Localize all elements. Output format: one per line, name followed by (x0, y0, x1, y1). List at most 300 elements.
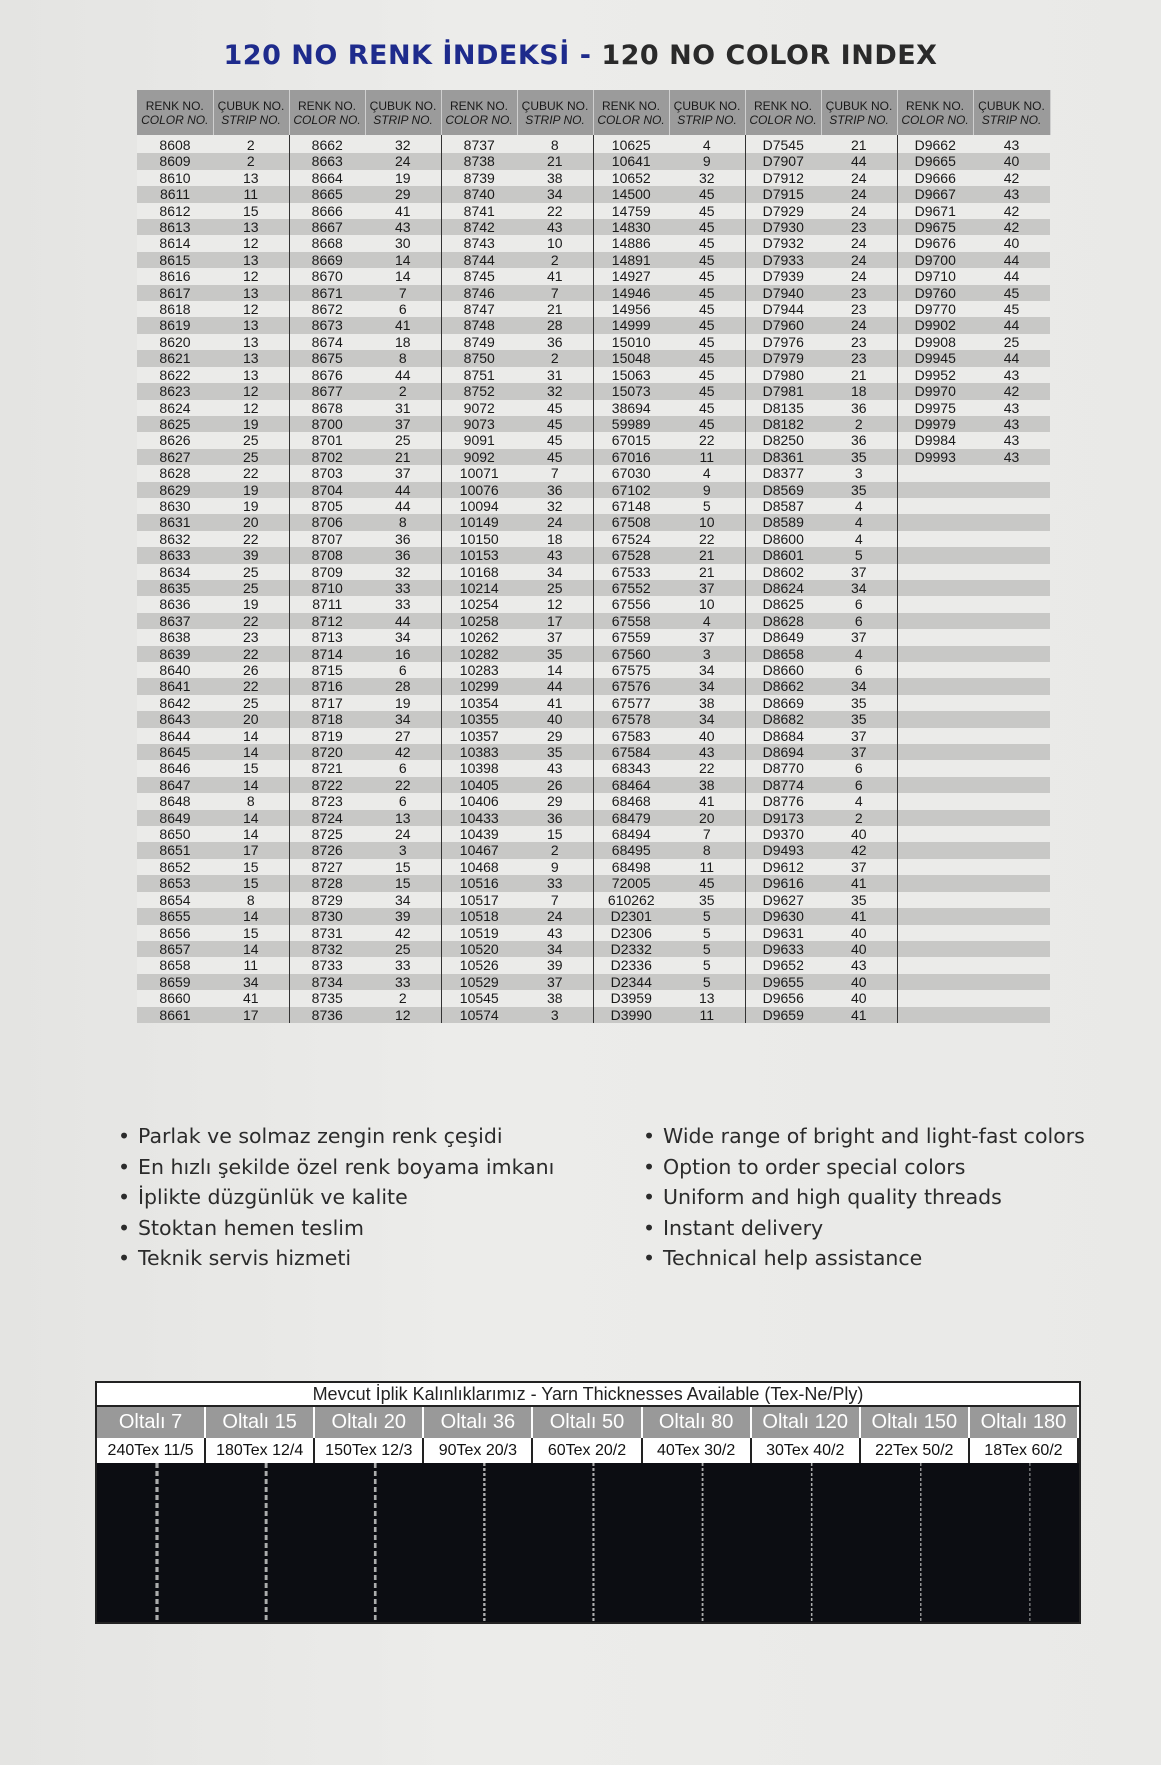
color-no-cell: 8623 (137, 383, 213, 399)
color-no-cell: 14927 (593, 268, 669, 284)
strip-no-cell (973, 892, 1050, 908)
strip-no-cell: 43 (517, 219, 593, 235)
strip-no-cell: 42 (973, 219, 1050, 235)
strip-no-cell (973, 875, 1050, 891)
feature-item-turkish: • Teknik servis hizmeti (118, 1246, 554, 1277)
color-no-cell (897, 859, 973, 875)
color-no-cell (897, 826, 973, 842)
color-no-cell: 8734 (289, 974, 365, 990)
strip-no-cell (973, 596, 1050, 612)
strip-no-cell: 36 (517, 810, 593, 826)
color-no-cell: 8664 (289, 170, 365, 186)
table-row (137, 449, 1050, 465)
color-no-cell (897, 941, 973, 957)
strip-no-cell: 45 (517, 432, 593, 448)
color-no-cell: 10519 (441, 925, 517, 941)
table-row (137, 317, 1050, 333)
strip-no-cell: 6 (365, 760, 441, 776)
strip-no-cell: 43 (517, 760, 593, 776)
strip-no-cell (973, 531, 1050, 547)
strip-no-cell: 45 (669, 317, 745, 333)
strip-no-cell: 36 (821, 400, 897, 416)
table-row (137, 629, 1050, 645)
table-row (137, 777, 1050, 793)
strip-no-cell: 43 (973, 135, 1050, 153)
color-no-cell: 8624 (137, 400, 213, 416)
color-no-cell: D9952 (897, 367, 973, 383)
strip-no-cell: 43 (365, 219, 441, 235)
strip-no-cell: 6 (821, 760, 897, 776)
color-no-cell: 67559 (593, 629, 669, 645)
color-no-cell: 10357 (441, 728, 517, 744)
color-no-cell: 10574 (441, 1007, 517, 1023)
color-no-cell: D9656 (745, 990, 821, 1006)
strip-no-cell: 13 (213, 334, 289, 350)
header-label-english: STRIP NO. (221, 112, 281, 127)
header-label-turkish: RENK NO. (905, 98, 964, 113)
color-no-cell (897, 744, 973, 760)
column-header-color-no (289, 90, 365, 135)
header-label-english: COLOR NO. (597, 112, 665, 127)
color-no-cell: 67030 (593, 465, 669, 481)
color-no-cell (897, 728, 973, 744)
strip-no-cell: 38 (517, 990, 593, 1006)
color-no-cell: 8742 (441, 219, 517, 235)
color-no-cell: 10282 (441, 646, 517, 662)
color-no-cell: 14891 (593, 252, 669, 268)
color-no-cell: D9760 (897, 285, 973, 301)
color-no-cell: 8614 (137, 235, 213, 251)
strip-no-cell: 29 (517, 728, 593, 744)
strip-no-cell: 40 (973, 153, 1050, 169)
strip-no-cell: 11 (669, 859, 745, 875)
color-no-cell: 8668 (289, 235, 365, 251)
color-no-cell: 8678 (289, 400, 365, 416)
strip-no-cell: 42 (973, 383, 1050, 399)
column-header-strip-no (973, 90, 1050, 135)
color-no-cell: D8600 (745, 531, 821, 547)
strip-no-cell (973, 580, 1050, 596)
color-no-cell: 8619 (137, 317, 213, 333)
color-no-cell: D8135 (745, 400, 821, 416)
strip-no-cell: 24 (517, 908, 593, 924)
strip-no-cell: 6 (365, 662, 441, 678)
yarn-size-label: 22Tex 50/2 (861, 1438, 970, 1465)
strip-no-cell: 5 (669, 974, 745, 990)
color-no-cell: 8636 (137, 596, 213, 612)
color-no-cell: 8630 (137, 498, 213, 514)
color-no-cell: 8720 (289, 744, 365, 760)
strip-no-cell: 6 (365, 793, 441, 809)
color-no-cell: 8618 (137, 301, 213, 317)
strip-no-cell: 7 (517, 892, 593, 908)
strip-no-cell: 32 (365, 135, 441, 153)
color-no-cell: 10383 (441, 744, 517, 760)
color-no-cell: D9993 (897, 449, 973, 465)
strip-no-cell: 25 (213, 564, 289, 580)
color-no-cell: 8670 (289, 268, 365, 284)
thread-sample-swatch (97, 1463, 1079, 1622)
strip-no-cell (973, 810, 1050, 826)
yarn-type-label: Oltalı 7 (97, 1407, 206, 1438)
color-no-cell: 8628 (137, 465, 213, 481)
color-no-cell: 10153 (441, 547, 517, 563)
strip-no-cell: 22 (365, 777, 441, 793)
color-no-cell (897, 908, 973, 924)
strip-no-cell: 44 (973, 350, 1050, 366)
color-no-cell: D8602 (745, 564, 821, 580)
color-no-cell: 8715 (289, 662, 365, 678)
color-no-cell (897, 842, 973, 858)
strip-no-cell: 24 (821, 170, 897, 186)
color-no-cell: D7930 (745, 219, 821, 235)
strip-no-cell: 13 (365, 810, 441, 826)
color-no-cell: 8653 (137, 875, 213, 891)
strip-no-cell: 44 (517, 678, 593, 694)
strip-no-cell: 11 (213, 186, 289, 202)
strip-no-cell: 39 (517, 957, 593, 973)
strip-no-cell: 11 (669, 449, 745, 465)
color-no-cell: D8601 (745, 547, 821, 563)
column-header-color-no (745, 90, 821, 135)
strip-no-cell: 25 (213, 695, 289, 711)
strip-no-cell (973, 678, 1050, 694)
table-row (137, 268, 1050, 284)
strip-no-cell: 4 (669, 465, 745, 481)
color-no-cell: 67016 (593, 449, 669, 465)
color-no-cell: 10405 (441, 777, 517, 793)
table-row (137, 662, 1050, 678)
color-no-cell: 8725 (289, 826, 365, 842)
color-no-cell: D9659 (745, 1007, 821, 1023)
color-no-cell: 8613 (137, 219, 213, 235)
strip-no-cell: 15 (517, 826, 593, 842)
color-no-cell: 8726 (289, 842, 365, 858)
strip-no-cell: 34 (365, 629, 441, 645)
color-no-cell: 8751 (441, 367, 517, 383)
strip-no-cell: 37 (517, 629, 593, 645)
table-row (137, 908, 1050, 924)
color-no-cell: D9665 (897, 153, 973, 169)
color-no-cell: D9676 (897, 235, 973, 251)
strip-no-cell: 14 (213, 941, 289, 957)
color-no-cell: 9072 (441, 400, 517, 416)
color-no-cell: 8626 (137, 432, 213, 448)
column-header-color-no (137, 90, 213, 135)
strip-no-cell: 41 (821, 1007, 897, 1023)
strip-no-cell: 6 (821, 662, 897, 678)
color-no-cell: D7980 (745, 367, 821, 383)
header-label-turkish: ÇUBUK NO. (369, 98, 437, 113)
strip-no-cell: 44 (365, 613, 441, 629)
table-row (137, 744, 1050, 760)
color-no-cell: 14759 (593, 203, 669, 219)
swatch-background (97, 1463, 1079, 1622)
color-no-cell: D7981 (745, 383, 821, 399)
strip-no-cell: 25 (213, 449, 289, 465)
color-no-cell: 9092 (441, 449, 517, 465)
strip-no-cell: 22 (517, 203, 593, 219)
strip-no-cell: 41 (365, 203, 441, 219)
strip-no-cell: 7 (669, 826, 745, 842)
strip-no-cell: 23 (821, 301, 897, 317)
table-row (137, 646, 1050, 662)
color-no-cell: 8648 (137, 793, 213, 809)
strip-no-cell: 41 (365, 317, 441, 333)
strip-no-cell: 18 (365, 334, 441, 350)
strip-no-cell: 40 (821, 990, 897, 1006)
strip-no-cell: 8 (365, 350, 441, 366)
color-no-cell: 10149 (441, 514, 517, 530)
color-no-cell (897, 547, 973, 563)
strip-no-cell (973, 498, 1050, 514)
strip-no-cell: 22 (213, 531, 289, 547)
table-row (137, 678, 1050, 694)
header-label-turkish: RENK NO. (753, 98, 812, 113)
color-no-cell: 67576 (593, 678, 669, 694)
strip-no-cell: 40 (821, 974, 897, 990)
strip-no-cell: 45 (669, 400, 745, 416)
strip-no-cell: 44 (973, 317, 1050, 333)
strip-no-cell: 41 (669, 793, 745, 809)
strip-no-cell (973, 957, 1050, 973)
title-separator: - (579, 40, 592, 71)
strip-no-cell: 37 (669, 629, 745, 645)
strip-no-cell: 24 (821, 203, 897, 219)
color-no-cell: 8723 (289, 793, 365, 809)
strip-no-cell: 6 (821, 777, 897, 793)
color-no-cell: 10406 (441, 793, 517, 809)
color-no-cell: 8675 (289, 350, 365, 366)
strip-no-cell: 6 (821, 596, 897, 612)
strip-no-cell: 35 (821, 711, 897, 727)
table-row (137, 482, 1050, 498)
color-no-cell (897, 974, 973, 990)
strip-no-cell: 33 (365, 957, 441, 973)
color-no-cell: 8708 (289, 547, 365, 563)
strip-no-cell: 13 (213, 170, 289, 186)
table-row (137, 842, 1050, 858)
strip-no-cell: 45 (669, 334, 745, 350)
color-no-cell: 8732 (289, 941, 365, 957)
color-no-cell: 9073 (441, 416, 517, 432)
column-header-color-no (897, 90, 973, 135)
color-no-cell: D8589 (745, 514, 821, 530)
strip-no-cell: 3 (821, 465, 897, 481)
color-no-cell: 14999 (593, 317, 669, 333)
table-row (137, 235, 1050, 251)
strip-no-cell: 5 (669, 925, 745, 941)
yarn-type-label: Oltalı 180 (970, 1407, 1079, 1438)
table-body (137, 135, 1050, 1023)
feature-item-english: • Uniform and high quality threads (643, 1185, 1085, 1216)
strip-no-cell: 20 (669, 810, 745, 826)
strip-no-cell: 45 (973, 301, 1050, 317)
yarn-type-label: Oltalı 36 (424, 1407, 533, 1438)
color-no-cell: 8752 (441, 383, 517, 399)
strip-no-cell: 7 (365, 285, 441, 301)
color-no-cell (897, 564, 973, 580)
color-no-cell: D3990 (593, 1007, 669, 1023)
strip-no-cell: 35 (821, 449, 897, 465)
strip-no-cell: 13 (213, 350, 289, 366)
header-label-english: STRIP NO. (981, 112, 1042, 127)
strip-no-cell: 34 (669, 678, 745, 694)
strip-no-cell: 41 (821, 875, 897, 891)
strip-no-cell: 15 (365, 859, 441, 875)
column-header-color-no (441, 90, 517, 135)
strip-no-cell: 10 (517, 235, 593, 251)
strip-no-cell: 8 (213, 793, 289, 809)
yarn-type-label: Oltalı 20 (315, 1407, 424, 1438)
strip-no-cell: 36 (517, 334, 593, 350)
strip-no-cell: 34 (517, 186, 593, 202)
strip-no-cell: 37 (821, 859, 897, 875)
color-no-cell: 14946 (593, 285, 669, 301)
color-no-cell: 8719 (289, 728, 365, 744)
strip-no-cell: 43 (973, 367, 1050, 383)
yarn-size-label: 180Tex 12/4 (206, 1438, 315, 1465)
color-no-cell: 10518 (441, 908, 517, 924)
strip-no-cell: 41 (517, 268, 593, 284)
table-row (137, 334, 1050, 350)
strip-no-cell (973, 974, 1050, 990)
strip-no-cell: 23 (821, 219, 897, 235)
strip-no-cell: 8 (213, 892, 289, 908)
color-no-cell: D8662 (745, 678, 821, 694)
color-no-cell (897, 695, 973, 711)
color-no-cell: 8659 (137, 974, 213, 990)
strip-no-cell: 4 (821, 498, 897, 514)
color-no-cell: 8611 (137, 186, 213, 202)
strip-no-cell: 2 (365, 990, 441, 1006)
strip-no-cell: 24 (821, 268, 897, 284)
strip-no-cell: 12 (213, 400, 289, 416)
strip-no-cell: 33 (365, 580, 441, 596)
strip-no-cell: 34 (517, 564, 593, 580)
table-row (137, 416, 1050, 432)
strip-no-cell: 7 (517, 285, 593, 301)
color-no-cell: 8627 (137, 449, 213, 465)
strip-no-cell: 2 (517, 252, 593, 268)
color-no-cell: D8669 (745, 695, 821, 711)
strip-no-cell: 19 (213, 596, 289, 612)
color-no-cell: 8727 (289, 859, 365, 875)
color-no-cell: 67584 (593, 744, 669, 760)
column-header-strip-no (517, 90, 593, 135)
strip-no-cell: 14 (213, 728, 289, 744)
strip-no-cell (973, 711, 1050, 727)
strip-no-cell: 4 (821, 514, 897, 530)
strip-no-cell: 19 (365, 695, 441, 711)
color-no-cell: D8361 (745, 449, 821, 465)
yarn-size-label: 18Tex 60/2 (970, 1438, 1079, 1465)
strip-no-cell: 35 (517, 744, 593, 760)
strip-no-cell: 34 (365, 892, 441, 908)
strip-no-cell: 18 (517, 531, 593, 547)
color-no-cell (897, 1007, 973, 1023)
color-no-cell (897, 793, 973, 809)
column-header-strip-no (669, 90, 745, 135)
color-no-cell: D7907 (745, 153, 821, 169)
yarn-type-label: Oltalı 15 (206, 1407, 315, 1438)
strip-no-cell: 25 (973, 334, 1050, 350)
strip-no-cell: 35 (821, 695, 897, 711)
strip-no-cell: 35 (821, 482, 897, 498)
color-no-cell: 9091 (441, 432, 517, 448)
color-no-cell: D8682 (745, 711, 821, 727)
color-no-cell: 8735 (289, 990, 365, 1006)
color-no-cell: 8701 (289, 432, 365, 448)
strip-no-cell: 14 (213, 908, 289, 924)
feature-item-english: • Technical help assistance (643, 1246, 1085, 1277)
strip-no-cell: 37 (821, 744, 897, 760)
strip-no-cell: 37 (365, 465, 441, 481)
strip-no-cell: 12 (365, 1007, 441, 1023)
strip-no-cell (973, 793, 1050, 809)
strip-no-cell: 39 (365, 908, 441, 924)
strip-no-cell: 4 (669, 613, 745, 629)
table-row (137, 990, 1050, 1006)
color-no-cell: 10262 (441, 629, 517, 645)
strip-no-cell: 3 (365, 842, 441, 858)
color-no-cell: 10258 (441, 613, 517, 629)
strip-no-cell: 8 (517, 135, 593, 153)
table-row (137, 793, 1050, 809)
color-no-cell: 10439 (441, 826, 517, 842)
color-no-cell: D9627 (745, 892, 821, 908)
strip-no-cell: 15 (213, 925, 289, 941)
color-no-cell: D9493 (745, 842, 821, 858)
color-no-cell: 10355 (441, 711, 517, 727)
table-row (137, 941, 1050, 957)
strip-no-cell (973, 662, 1050, 678)
color-no-cell: D9616 (745, 875, 821, 891)
yarn-thickness-grid (97, 1407, 1079, 1465)
strip-no-cell: 27 (365, 728, 441, 744)
color-no-cell: D9667 (897, 186, 973, 202)
color-no-cell: 8645 (137, 744, 213, 760)
strip-no-cell: 22 (213, 678, 289, 694)
strip-no-cell (973, 859, 1050, 875)
color-no-cell: 8620 (137, 334, 213, 350)
color-no-cell: 67575 (593, 662, 669, 678)
strip-no-cell: 45 (669, 252, 745, 268)
color-no-cell: 8736 (289, 1007, 365, 1023)
strip-no-cell: 14 (213, 810, 289, 826)
table-row (137, 695, 1050, 711)
color-no-cell: 67533 (593, 564, 669, 580)
color-no-cell: 8608 (137, 135, 213, 153)
color-no-cell: 10094 (441, 498, 517, 514)
strip-no-cell (973, 629, 1050, 645)
strip-no-cell: 37 (821, 728, 897, 744)
strip-no-cell: 17 (213, 1007, 289, 1023)
strip-no-cell: 5 (669, 941, 745, 957)
strip-no-cell: 45 (669, 285, 745, 301)
color-no-cell: 10625 (593, 135, 669, 153)
color-no-cell: D8658 (745, 646, 821, 662)
strip-no-cell (973, 646, 1050, 662)
strip-no-cell: 45 (669, 301, 745, 317)
table-row (137, 153, 1050, 169)
header-label-turkish: RENK NO. (297, 98, 356, 113)
strip-no-cell (973, 465, 1050, 481)
table-row (137, 580, 1050, 596)
strip-no-cell (973, 482, 1050, 498)
strip-no-cell: 24 (365, 153, 441, 169)
strip-no-cell: 24 (821, 317, 897, 333)
